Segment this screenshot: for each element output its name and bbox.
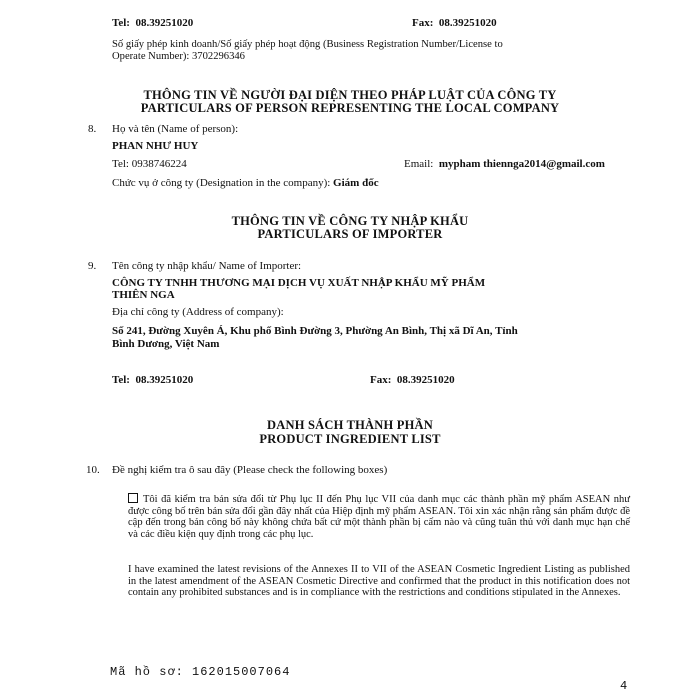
- rep-name: PHAN NHƯ HUY: [112, 140, 199, 152]
- vn-declaration: Tôi đã kiểm tra bản sửa đổi từ Phụ lục II đến Phụ lục VII của danh mục các thành phần mỹ phẩm ASEAN như được công bố trên bản sửa đổi gần đây nhất của Hiệp định mỹ phẩm ASEAN. Tôi xin xác nhận rằng sản phẩm được đề cập đến trong bản công bố này không chứa bất cứ một thành phần bị cấm nào và cũng tuân thủ với danh mục hạn chế và các điều kiện quy định trong các phụ lục.: [128, 494, 630, 540]
- importer-title-vn: THÔNG TIN VỀ CÔNG TY NHẬP KHẨU: [231, 214, 469, 228]
- checkbox[interactable]: [128, 493, 138, 503]
- en-declaration: I have examined the latest revisions of the Annexes II to VII of the ASEAN Cosmetic Ingredient Listing as published in the latest amendment of the ASEAN Cosmetic Directive and confirmed that the product in this notification does not contain any prohibited substances and is in compliance with the restrictions and conditions stipulated in the Annexes.: [128, 564, 630, 599]
- rep-title-en: PARTICULARS OF PERSON REPRESENTING THE LOCAL COMPANY: [140, 101, 560, 115]
- importer-address-line-1: Số 241, Đường Xuyên Á, Khu phố Bình Đường 3, Phường An Bình, Thị xã Dĩ An, Tỉnh: [112, 325, 518, 337]
- item-8-number: 8.: [88, 123, 97, 135]
- importer-fax: Fax: 08.39251020: [370, 374, 455, 386]
- check-instruction: Đề nghị kiểm tra ô sau đây (Please check the following boxes): [112, 464, 388, 476]
- ingredients-title-vn: DANH SÁCH THÀNH PHẦN: [267, 418, 433, 432]
- importer-tel: Tel: 08.39251020: [112, 374, 194, 386]
- item-9-number: 9.: [88, 260, 97, 272]
- rep-designation: Chức vụ ở công ty (Designation in the company): Giám đốc: [112, 177, 379, 189]
- ingredients-title-en: PRODUCT INGREDIENT LIST: [259, 432, 441, 446]
- importer-name-line-2: THIÊN NGA: [112, 289, 175, 301]
- file-code: Mã hồ sơ: 162015007064: [110, 665, 291, 679]
- importer-address-line-2: Bình Dương, Việt Nam: [112, 338, 220, 350]
- rep-title-vn: THÔNG TIN VỀ NGƯỜI ĐẠI DIỆN THEO PHÁP LUẬT CỦA CÔNG TY: [143, 88, 557, 102]
- license-line-2: Operate Number): 3702296346: [112, 51, 245, 62]
- importer-address-label: Địa chỉ công ty (Address of company):: [112, 306, 284, 318]
- importer-title-en: PARTICULARS OF IMPORTER: [257, 227, 443, 241]
- item-10-number: 10.: [86, 464, 100, 476]
- top-fax: Fax: 08.39251020: [412, 17, 497, 29]
- top-tel: Tel: 08.39251020: [112, 17, 194, 29]
- page-number: 4: [620, 679, 629, 693]
- importer-name-line-1: CÔNG TY TNHH THƯƠNG MẠI DỊCH VỤ XUẤT NHẬP KHẨU MỸ PHẨM: [112, 277, 486, 289]
- license-line-1: Số giấy phép kinh doanh/Số giấy phép hoạt động (Business Registration Number/License to: [112, 39, 503, 50]
- importer-name-label: Tên công ty nhập khẩu/ Name of Importer:: [112, 260, 302, 272]
- rep-name-label: Họ và tên (Name of person):: [112, 123, 239, 135]
- rep-tel: Tel: 0938746224: [112, 158, 187, 170]
- rep-email: Email: mypham thiennga2014@gmail.com: [404, 158, 605, 170]
